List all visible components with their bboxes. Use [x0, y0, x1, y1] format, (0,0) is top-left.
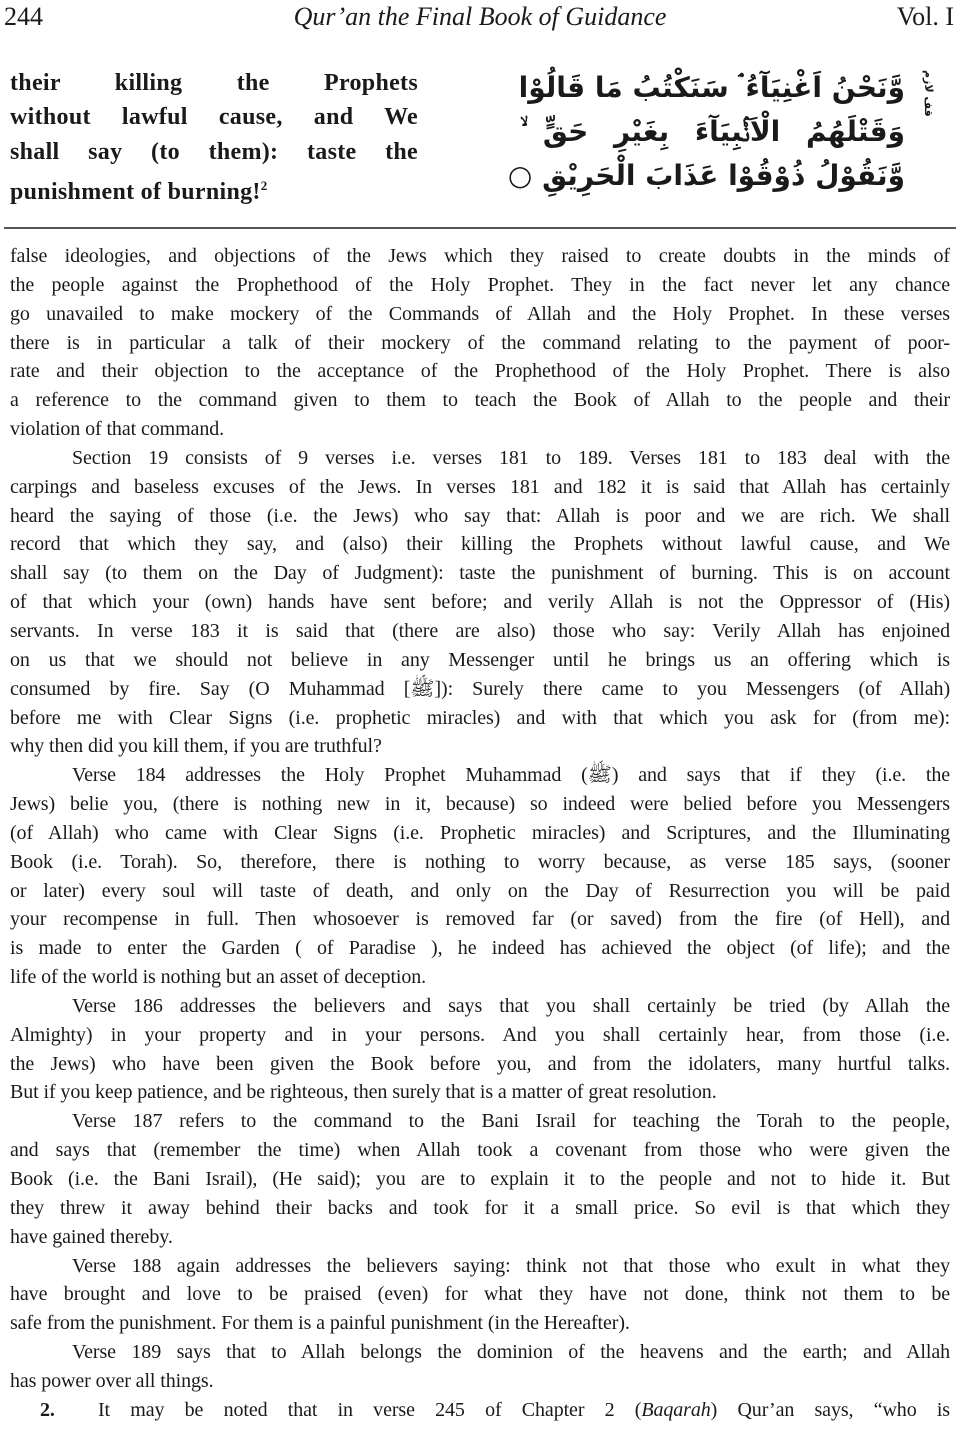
paragraph-line: servants. In verse 183 it is said that (there are also) those who say: Verily Allah has enjoined — [10, 619, 950, 642]
paragraph-line: safe from the punishment. For them is a painful punishment (in the Hereafter). — [10, 1312, 630, 1335]
paragraph-line: have gained thereby. — [10, 1225, 173, 1248]
paragraph-line: rate and their objection to the acceptance of the Prophethood of the Holy Prophet. There is also — [10, 360, 950, 383]
verse-line-text: punishment of burning! — [10, 178, 261, 205]
paragraph-line: and says that (remember the time) when Allah took a covenant from those who were given the — [10, 1139, 950, 1162]
verse-line-last — [10, 169, 418, 209]
paragraph-line: Section 19 consists of 9 verses i.e. verses 181 to 189. Verses 181 to 183 deal with the — [72, 446, 950, 469]
paragraph-line: shall say (to them on the Day of Judgment): taste the punishment of burning. This is on account — [10, 562, 950, 585]
footnote-ref: 2 — [260, 177, 268, 193]
paragraph-line: consumed by fire. Say (O Muhammad [ﷺ]): Surely there came to you Messengers (of Allah) — [10, 677, 951, 700]
arabic-line: وَقَتْلَهُمُ الْاَنْۢبِيَآءَ بِغَيْرِ حَقٍّ ۙ — [520, 115, 905, 148]
footnote-italic: Baqarah — [641, 1398, 711, 1421]
arabic-verse — [507, 66, 905, 198]
paragraph-line: is made to enter the Garden ( of Paradise ), he indeed has achieved the object (of life); and the — [10, 937, 950, 960]
arabic-line: وَّنَقُوْلُ ذُوْقُوْا عَذَابَ الْحَرِيْقِ ○ — [507, 159, 905, 192]
footnote-text: ) Qur’an says, “who is — [710, 1398, 950, 1421]
paragraph-line: a reference to the command given to them to teach the Book of Allah to the people and their — [10, 389, 950, 412]
paragraph-line: on us that we should not believe in any Messenger until he brings us an offering which is — [10, 648, 950, 671]
paragraph-line: But if you keep patience, and be righteous, then surely that is a matter of great resolution. — [10, 1081, 717, 1104]
paragraph-line: of that which your (own) hands have sent before; and verily Allah is not the Oppressor of (His) — [10, 591, 950, 614]
paragraph-line: Verse 189 says that to Allah belongs the dominion of the heavens and the earth; and Allah — [72, 1341, 950, 1364]
paragraph-line: Verse 184 addresses the Holy Prophet Muhammad (ﷺ) and says that if they (i.e. the — [72, 764, 950, 787]
paragraph-line: life of the world is nothing but an asset of deception. — [10, 966, 427, 989]
paragraph-line: your recompense in full. Then whosoever is removed far (or saved) from the fire (of Hell), and — [10, 908, 950, 931]
footnote-text: It may be noted that in verse 245 of Chapter 2 ( — [98, 1398, 642, 1421]
paragraph-line: has power over all things. — [10, 1369, 214, 1392]
paragraph-line: why then did you kill them, if you are truthful? — [10, 735, 382, 758]
paragraph-line: carpings and baseless excuses of the Jews. In verses 181 and 182 it is said that Allah has certainly — [10, 475, 950, 498]
verse-line: without lawful cause, and We — [10, 104, 418, 131]
footnote — [10, 1396, 950, 1425]
margin-stop-mark: قف لازم — [922, 70, 935, 117]
paragraph-line: the Jews) who have been given the Book before you, and from the idolaters, many hurtful talks. — [10, 1052, 950, 1075]
paragraph-line: (of Allah) who came with Clear Signs (i.e. Prophetic miracles) and Scriptures, and the Illuminating — [10, 821, 950, 844]
paragraph-line: Almighty) in your property and in your persons. And you shall certainly hear, from those (i.e. — [10, 1023, 950, 1046]
page-number: 244 — [4, 2, 43, 31]
paragraph-line: have brought and love to be praised (even) for what they have not done, think not them to be — [10, 1283, 950, 1306]
paragraph-line: the people against the Prophethood of the Holy Prophet. They in the fact never let any chance — [10, 273, 950, 296]
paragraph-line: Book (i.e. Torah). So, therefore, there is nothing to worry because, as verse 185 says, (sooner — [10, 850, 950, 873]
paragraph-line: Jews) belie you, (there is nothing new in it, because) so indeed were belied before you Messengers — [10, 793, 950, 816]
divider — [4, 227, 956, 229]
paragraph-line: Verse 187 refers to the command to the Bani Israil for teaching the Torah to the people, — [72, 1110, 950, 1133]
paragraph-line: false ideologies, and objections of the Jews which they raised to create doubts in the minds of — [10, 245, 950, 267]
paragraph-line: violation of that command. — [10, 418, 225, 441]
verse-line: their killing the Prophets — [10, 70, 418, 96]
paragraph-line: or later) every soul will taste of death, and only on the Day of Resurrection you will be paid — [10, 879, 950, 902]
running-header — [0, 0, 960, 34]
verse-translation — [10, 66, 418, 209]
arabic-line: وَّنَحْنُ اَغْنِيَآءُ ۘ سَنَكْتُبُ مَا قَالُوْا — [518, 71, 905, 104]
volume-label: Vol. I — [896, 2, 954, 31]
paragraph-line: they threw it away behind their backs and took for it a small price. So evil is that which they — [10, 1196, 950, 1219]
footnote-number: 2. — [40, 1398, 55, 1421]
commentary-body — [10, 242, 950, 1425]
paragraph-line: record that which they say, and (also) their killing the Prophets without lawful cause, and We — [10, 533, 950, 556]
paragraph-line: heard the saying of those (i.e. the Jews) who say that: Allah is poor and we are rich. We shall — [10, 504, 950, 527]
paragraph-line: go unavailed to make mockery of the Commands of Allah and the Holy Prophet. In these verses — [10, 302, 950, 325]
paragraph-line: Verse 188 again addresses the believers saying: think not that those who exult in what they — [72, 1254, 950, 1277]
paragraph-line: there is in particular a talk of their mockery of the command relating to the payment of poor- — [10, 331, 950, 354]
paragraph-line: Verse 186 addresses the believers and says that you shall certainly be tried (by Allah the — [72, 994, 950, 1017]
paragraph-line: before me with Clear Signs (i.e. prophetic miracles) and with that which you ask for (from me): — [10, 706, 950, 729]
book-title: Qur’an the Final Book of Guidance — [293, 2, 667, 31]
paragraph-line: Book (i.e. the Bani Israil), (He said); you are to explain it to the people and not to hide it. But — [10, 1168, 950, 1190]
verse-line: shall say (to them): taste the — [10, 138, 418, 165]
